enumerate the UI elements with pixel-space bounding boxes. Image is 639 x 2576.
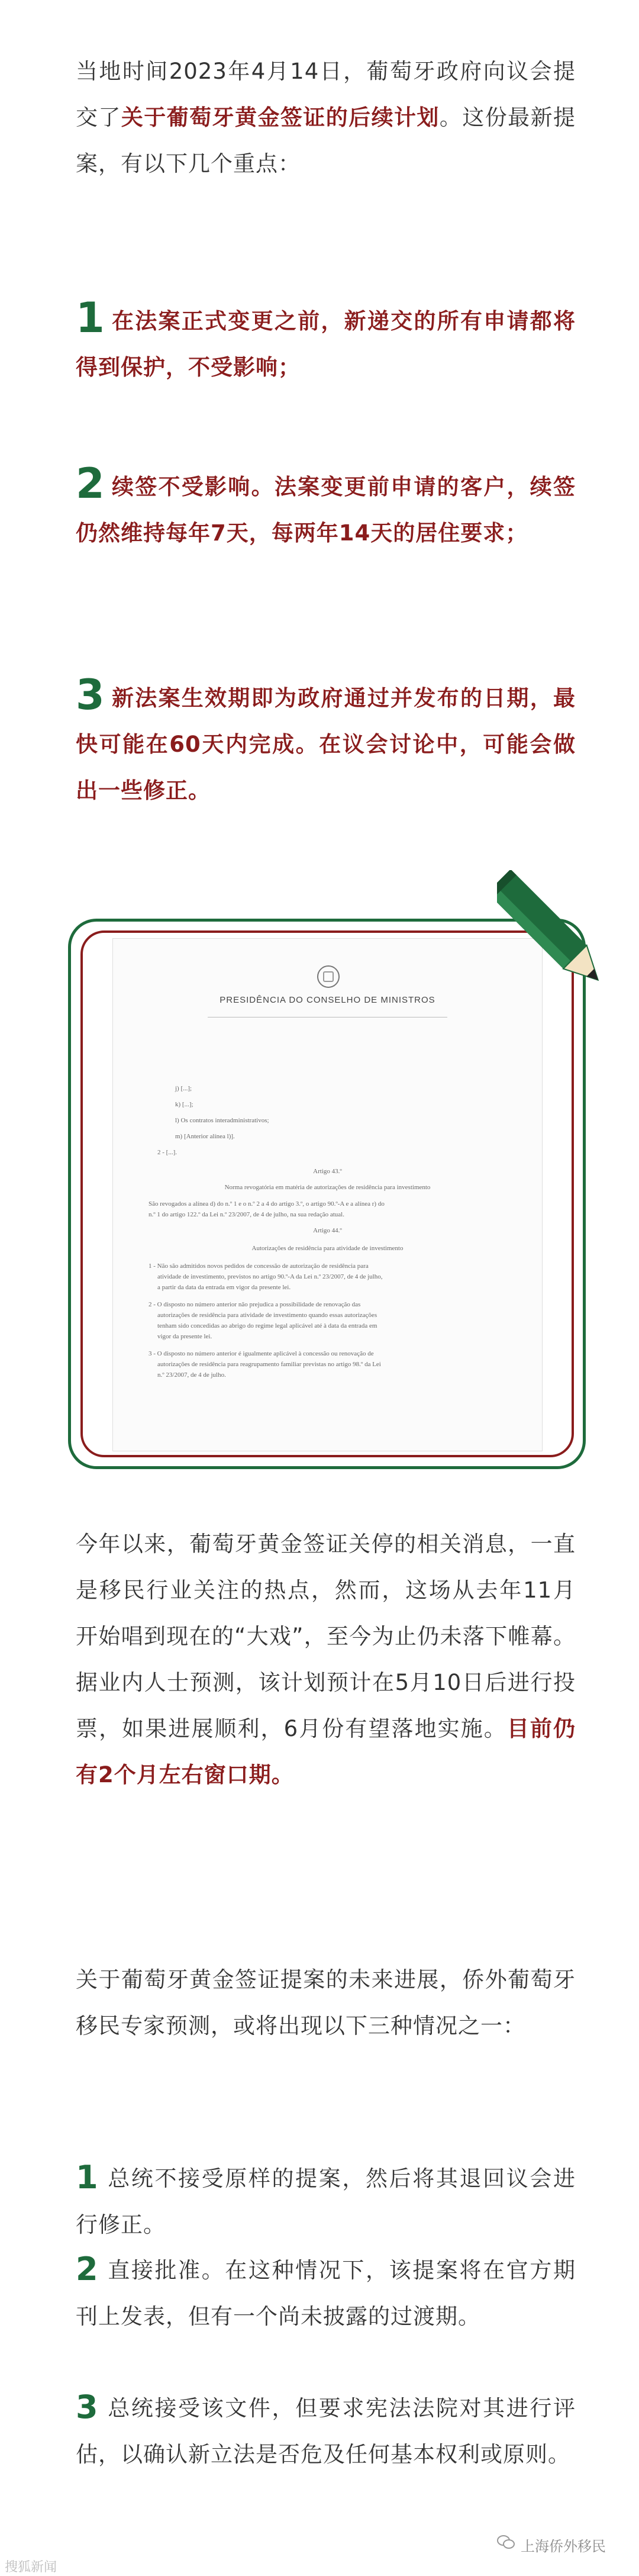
key-point-1 (76, 295, 576, 391)
document-line: Autorizações de residência para atividade de investimento (251, 1245, 404, 1252)
intro-paragraph (76, 49, 576, 187)
document-line: m) [Anterior alínea l)]. (175, 1133, 235, 1140)
scenario-text: 总统接受该文件，但要求宪法法院对其进行评估，以确认新立法是否危及任何基本权利或原则。 (76, 2395, 576, 2467)
intro-text: 当地时间2023年4月14日，葡萄牙政府向议会提交了 (76, 59, 576, 130)
intro-highlight: 关于葡萄牙黄金签证的后续计划 (121, 105, 440, 130)
coat-of-arms-icon (317, 965, 340, 988)
scenario-number: 2 (76, 2250, 99, 2288)
key-point-text: 续签不受影响。法案变更前申请的客户，续签仍然维持每年7天，每两年14天的居住要求； (76, 474, 576, 546)
scenario-text: 总统不接受原样的提案，然后将其退回议会进行修正。 (76, 2166, 576, 2237)
key-point-3 (76, 672, 576, 814)
document-line: São revogados a alínea d) do n.º 1 e o n.º 2 a 4 do artigo 3.º, o artigo 90.º-A e a alínea r) do (149, 1200, 385, 1208)
scenario-number: 3 (76, 2388, 99, 2426)
document-line: atividade de investimento, previstos no artigo 90.º-A da Lei n.º 23/2007, de 4 de julho, (157, 1273, 383, 1280)
document-line: j) [...]; (175, 1085, 192, 1092)
forecast-text: 关于葡萄牙黄金签证提案的未来进展，侨外葡萄牙移民专家预测，或将出现以下三种情况之一： (76, 1967, 576, 2039)
document-line: 1 - Não são admitidos novos pedidos de concessão de autorização de residência para (149, 1263, 369, 1270)
document-article-title: Artigo 43.º (313, 1168, 342, 1175)
key-point-text: 新法案生效期即为政府通过并发布的日期，最快可能在60天内完成。在议会讨论中，可能会做出一些修正。 (76, 685, 576, 803)
intro-suffix: 。这份最新提案，有以下几个重点： (76, 105, 576, 176)
forecast-paragraph (76, 1957, 576, 2049)
wechat-icon (497, 2535, 515, 2550)
document-header: PRESIDÊNCIA DO CONSELHO DE MINISTROS (220, 995, 435, 1005)
document-line: 2 - O disposto no número anterior não prejudica a possibilidade de renovação das (149, 1301, 361, 1308)
watermark-left: 搜狐新闻 (5, 2560, 57, 2575)
scenario-3 (76, 2384, 576, 2478)
document-line: tenham sido concedidas ao abrigo do regime legal aplicável até à data da entrada em (157, 1322, 377, 1329)
document-line: 3 - O disposto no número anterior é igualmente aplicável à concessão ou renovação de (149, 1350, 374, 1357)
document-article-title: Artigo 44.º (313, 1227, 342, 1234)
legislation-document (112, 938, 543, 1451)
key-point-number: 2 (76, 459, 105, 508)
document-line: n.º 1 do artigo 122.º da Lei n.º 23/2007, de 4 de julho, na sua redação atual. (149, 1211, 344, 1218)
background-text: 今年以来，葡萄牙黄金签证关停的相关消息，一直是移民行业关注的热点，然而，这场从去年11月开始唱到现在的“大戏”，至今为止仍未落下帷幕。据业内人士预测，该计划预计在5月10日后进行投票，如果进展顺利，6月份有望落地实施。 (76, 1531, 576, 1741)
document-line: a partir da data da entrada em vigor da presente lei. (157, 1284, 291, 1291)
key-point-number: 1 (76, 294, 105, 342)
key-point-2 (76, 461, 576, 556)
watermark-right: 上海侨外移民 (521, 2538, 606, 2555)
document-line: vigor da presente lei. (157, 1333, 212, 1340)
key-point-text: 在法案正式变更之前，新递交的所有申请都将得到保护，不受影响； (76, 308, 576, 380)
document-line: n.º 23/2007, de 4 de julho. (157, 1371, 226, 1379)
scenario-2 (76, 2246, 576, 2340)
document-line: autorizações de residência para reagrupamento familiar previstas no artigo 98.º da Lei (157, 1361, 381, 1368)
key-point-number: 3 (76, 671, 105, 719)
window-period-highlight: 目前仍有2个月左右窗口期。 (76, 1716, 576, 1788)
document-line: Norma revogatória em matéria de autorizações de residência para investimento (224, 1184, 431, 1191)
document-line: l) Os contratos interadministrativos; (175, 1117, 269, 1124)
scenario-1 (76, 2155, 576, 2248)
pencil-icon (497, 870, 615, 1006)
scenario-number: 1 (76, 2159, 99, 2196)
scenario-text: 直接批准。在这种情况下，该提案将在官方期刊上发表，但有一个尚未披露的过渡期。 (76, 2258, 576, 2329)
background-paragraph (76, 1521, 576, 1798)
document-line: 2 - [...]. (157, 1149, 177, 1156)
document-line: autorizações de residência para atividade de investimento quando essas autorizações (157, 1312, 377, 1319)
document-line: k) [...]; (175, 1101, 193, 1108)
